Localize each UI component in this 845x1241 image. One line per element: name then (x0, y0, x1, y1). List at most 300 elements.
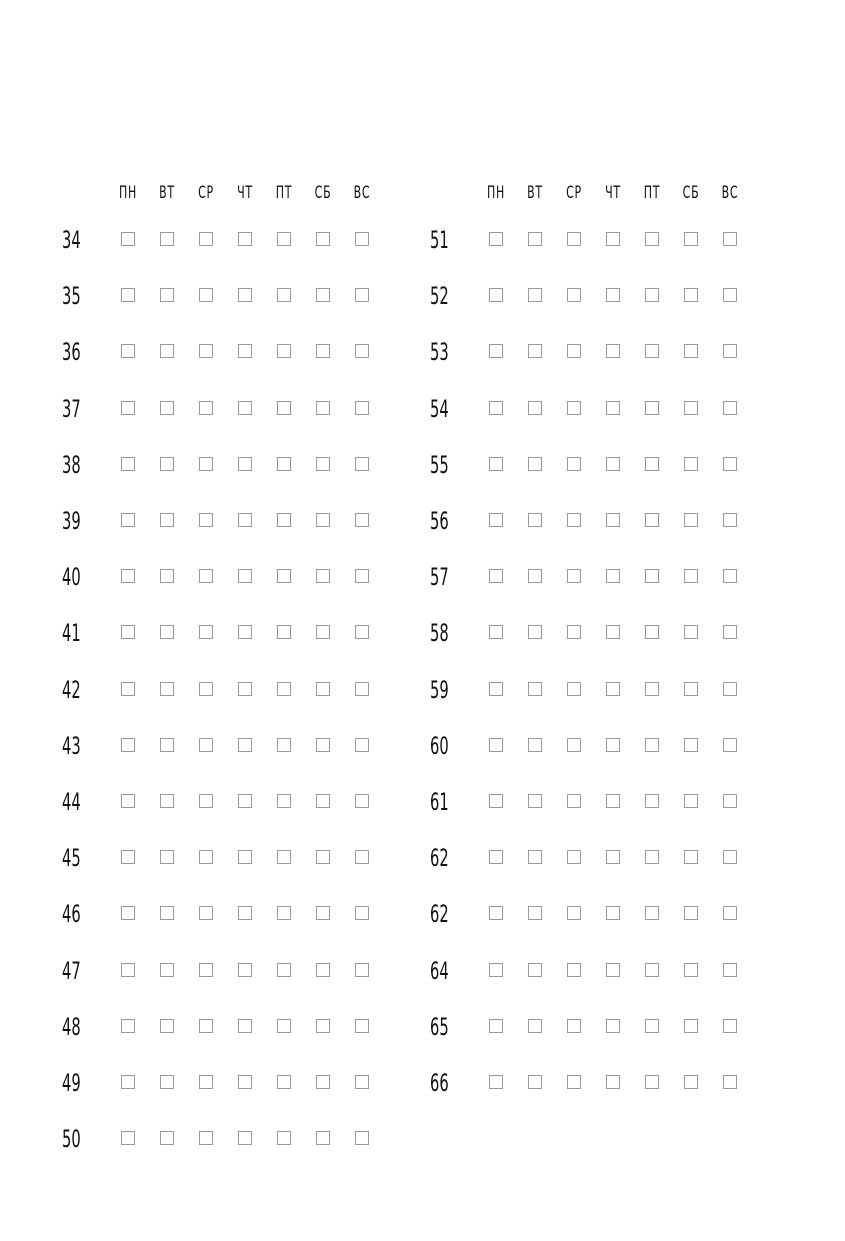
day-label: ПН (118, 183, 137, 203)
day-checkbox[interactable] (355, 1075, 369, 1089)
day-checkbox[interactable] (277, 288, 291, 302)
day-checkbox[interactable] (238, 288, 252, 302)
day-checkbox[interactable] (723, 850, 737, 864)
day-checkbox[interactable] (489, 794, 503, 808)
day-label: ЧТ (605, 183, 621, 203)
week-number: 61 (430, 788, 449, 816)
day-checkbox[interactable] (121, 963, 135, 977)
day-checkbox[interactable] (121, 288, 135, 302)
day-checkbox[interactable] (199, 794, 213, 808)
day-checkbox[interactable] (489, 569, 503, 583)
week-number: 59 (430, 675, 449, 704)
day-label: ПН (486, 183, 505, 203)
day-checkbox[interactable] (355, 625, 369, 639)
day-checkbox[interactable] (645, 963, 659, 977)
day-checkbox[interactable] (238, 963, 252, 977)
day-checkbox[interactable] (316, 344, 330, 358)
week-row (428, 838, 758, 878)
day-label: СБ (682, 183, 700, 203)
day-checkbox[interactable] (567, 963, 581, 977)
day-checkbox[interactable] (199, 906, 213, 920)
day-checkbox[interactable] (277, 794, 291, 808)
day-checkbox[interactable] (528, 738, 542, 752)
week-number: 45 (62, 844, 81, 873)
day-checkbox[interactable] (567, 906, 581, 920)
day-checkbox[interactable] (645, 1075, 659, 1089)
day-label: СБ (314, 183, 332, 203)
day-checkbox[interactable] (645, 850, 659, 864)
day-checkbox[interactable] (723, 1075, 737, 1089)
day-checkbox[interactable] (238, 906, 252, 920)
day-checkbox[interactable] (160, 232, 174, 246)
day-checkbox[interactable] (355, 1131, 369, 1145)
day-checkbox[interactable] (355, 288, 369, 302)
day-checkbox[interactable] (160, 344, 174, 358)
day-checkbox[interactable] (645, 682, 659, 696)
day-checkbox[interactable] (645, 794, 659, 808)
day-checkbox[interactable] (199, 344, 213, 358)
day-checkbox[interactable] (723, 513, 737, 527)
day-checkbox[interactable] (489, 906, 503, 920)
day-checkbox[interactable] (528, 1075, 542, 1089)
day-checkbox[interactable] (606, 513, 620, 527)
day-checkbox[interactable] (528, 906, 542, 920)
day-checkbox[interactable] (277, 344, 291, 358)
week-number: 37 (62, 394, 81, 423)
day-checkbox[interactable] (489, 738, 503, 752)
day-checkbox[interactable] (528, 457, 542, 471)
day-checkbox[interactable] (723, 963, 737, 977)
day-checkbox[interactable] (567, 232, 581, 246)
day-checkbox[interactable] (199, 1075, 213, 1089)
day-checkbox[interactable] (606, 344, 620, 358)
day-checkbox[interactable] (160, 625, 174, 639)
day-checkbox[interactable] (316, 513, 330, 527)
day-checkbox[interactable] (121, 850, 135, 864)
day-checkbox[interactable] (723, 906, 737, 920)
day-checkbox[interactable] (684, 288, 698, 302)
day-checkbox[interactable] (199, 232, 213, 246)
day-checkbox[interactable] (645, 569, 659, 583)
day-checkbox[interactable] (355, 850, 369, 864)
day-checkbox[interactable] (199, 963, 213, 977)
day-checkbox[interactable] (277, 457, 291, 471)
day-checkbox[interactable] (238, 682, 252, 696)
day-checkbox[interactable] (723, 682, 737, 696)
day-checkbox[interactable] (121, 1075, 135, 1089)
day-checkbox[interactable] (684, 401, 698, 415)
day-checkbox[interactable] (489, 963, 503, 977)
week-row (428, 726, 758, 766)
week-row (428, 557, 758, 597)
day-checkbox[interactable] (121, 682, 135, 696)
week-number: 57 (430, 563, 449, 592)
week-number: 34 (62, 226, 81, 254)
week-row (60, 557, 390, 597)
day-checkbox[interactable] (316, 569, 330, 583)
day-checkbox[interactable] (238, 794, 252, 808)
day-checkbox[interactable] (238, 850, 252, 864)
day-checkbox[interactable] (277, 1075, 291, 1089)
day-checkbox[interactable] (160, 401, 174, 415)
day-checkbox[interactable] (355, 513, 369, 527)
day-checkbox[interactable] (528, 794, 542, 808)
day-checkbox[interactable] (489, 625, 503, 639)
day-checkbox[interactable] (277, 401, 291, 415)
day-checkbox[interactable] (199, 738, 213, 752)
day-checkbox[interactable] (355, 401, 369, 415)
day-checkbox[interactable] (277, 569, 291, 583)
day-label: ВС (721, 183, 739, 203)
day-label: ЧТ (237, 183, 253, 203)
day-checkbox[interactable] (316, 906, 330, 920)
day-checkbox[interactable] (723, 625, 737, 639)
day-checkbox[interactable] (645, 457, 659, 471)
day-checkbox[interactable] (645, 625, 659, 639)
day-checkbox[interactable] (199, 682, 213, 696)
day-checkbox[interactable] (645, 1019, 659, 1033)
day-checkbox[interactable] (684, 963, 698, 977)
day-checkbox[interactable] (238, 513, 252, 527)
day-label: ПТ (643, 183, 661, 203)
day-checkbox[interactable] (316, 457, 330, 471)
day-checkbox[interactable] (684, 738, 698, 752)
day-checkbox[interactable] (238, 1019, 252, 1033)
day-checkbox[interactable] (528, 344, 542, 358)
week-number: 38 (62, 450, 81, 479)
day-checkbox[interactable] (160, 1019, 174, 1033)
week-row (428, 1063, 758, 1103)
week-number: 64 (430, 956, 449, 985)
day-checkbox[interactable] (355, 906, 369, 920)
day-checkbox[interactable] (645, 344, 659, 358)
day-checkbox[interactable] (355, 738, 369, 752)
day-checkbox[interactable] (489, 850, 503, 864)
week-row (60, 894, 390, 934)
day-checkbox[interactable] (238, 401, 252, 415)
day-checkbox[interactable] (567, 850, 581, 864)
day-checkbox[interactable] (567, 1019, 581, 1033)
week-number: 56 (430, 507, 449, 535)
day-checkbox[interactable] (121, 513, 135, 527)
week-number: 43 (62, 731, 81, 760)
week-number: 40 (62, 563, 81, 592)
day-checkbox[interactable] (489, 682, 503, 696)
day-checkbox[interactable] (528, 1019, 542, 1033)
day-checkbox[interactable] (121, 738, 135, 752)
day-checkbox[interactable] (684, 850, 698, 864)
day-checkbox[interactable] (723, 401, 737, 415)
day-checkbox[interactable] (489, 288, 503, 302)
day-checkbox[interactable] (645, 232, 659, 246)
day-checkbox[interactable] (238, 738, 252, 752)
week-number: 62 (430, 844, 449, 873)
day-checkbox[interactable] (160, 569, 174, 583)
day-checkbox[interactable] (160, 738, 174, 752)
day-checkbox[interactable] (355, 457, 369, 471)
day-checkbox[interactable] (355, 963, 369, 977)
day-checkbox[interactable] (684, 1019, 698, 1033)
day-checkbox[interactable] (316, 1075, 330, 1089)
day-checkbox[interactable] (160, 513, 174, 527)
week-number: 51 (430, 226, 449, 254)
day-checkbox[interactable] (121, 401, 135, 415)
day-checkbox[interactable] (567, 569, 581, 583)
day-checkbox[interactable] (199, 288, 213, 302)
day-checkbox[interactable] (723, 232, 737, 246)
day-checkbox[interactable] (199, 1019, 213, 1033)
day-checkbox[interactable] (316, 738, 330, 752)
week-row (60, 445, 390, 485)
day-checkbox[interactable] (489, 401, 503, 415)
day-checkbox[interactable] (160, 1131, 174, 1145)
day-label: СР (566, 183, 582, 203)
week-number: 41 (62, 619, 81, 648)
day-checkbox[interactable] (606, 906, 620, 920)
week-row (60, 951, 390, 991)
day-checkbox[interactable] (645, 401, 659, 415)
day-checkbox[interactable] (489, 513, 503, 527)
day-checkbox[interactable] (489, 344, 503, 358)
day-checkbox[interactable] (277, 232, 291, 246)
day-checkbox[interactable] (528, 569, 542, 583)
day-checkbox[interactable] (199, 457, 213, 471)
day-checkbox[interactable] (121, 794, 135, 808)
day-checkbox[interactable] (723, 1019, 737, 1033)
week-row (428, 613, 758, 653)
day-checkbox[interactable] (606, 1019, 620, 1033)
week-row (60, 389, 390, 429)
day-checkbox[interactable] (316, 794, 330, 808)
day-checkbox[interactable] (355, 569, 369, 583)
day-checkbox[interactable] (121, 906, 135, 920)
day-checkbox[interactable] (528, 682, 542, 696)
day-checkbox[interactable] (606, 288, 620, 302)
week-row (60, 1063, 390, 1103)
day-checkbox[interactable] (606, 850, 620, 864)
day-checkbox[interactable] (199, 850, 213, 864)
day-checkbox[interactable] (528, 963, 542, 977)
day-checkbox[interactable] (199, 1131, 213, 1145)
day-checkbox[interactable] (121, 569, 135, 583)
day-checkbox[interactable] (528, 513, 542, 527)
day-checkbox[interactable] (684, 794, 698, 808)
day-label: СР (198, 183, 214, 203)
day-checkbox[interactable] (489, 1019, 503, 1033)
day-checkbox[interactable] (567, 682, 581, 696)
day-checkbox[interactable] (277, 738, 291, 752)
day-checkbox[interactable] (238, 569, 252, 583)
day-checkbox[interactable] (645, 288, 659, 302)
day-checkbox[interactable] (160, 850, 174, 864)
week-number: 44 (62, 788, 81, 816)
day-checkbox[interactable] (121, 344, 135, 358)
day-checkbox[interactable] (199, 401, 213, 415)
week-number: 35 (62, 282, 81, 311)
day-checkbox[interactable] (528, 401, 542, 415)
day-checkbox[interactable] (645, 906, 659, 920)
week-number: 42 (62, 675, 81, 704)
week-number: 65 (430, 1012, 449, 1041)
week-row (428, 1007, 758, 1047)
day-checkbox[interactable] (684, 232, 698, 246)
week-number: 46 (62, 900, 81, 929)
day-checkbox[interactable] (645, 738, 659, 752)
day-checkbox[interactable] (316, 1131, 330, 1145)
week-row (60, 276, 390, 316)
week-number: 39 (62, 507, 81, 535)
day-checkbox[interactable] (316, 963, 330, 977)
day-checkbox[interactable] (121, 232, 135, 246)
week-number: 52 (430, 282, 449, 311)
day-checkbox[interactable] (567, 288, 581, 302)
day-checkbox[interactable] (199, 513, 213, 527)
day-checkbox[interactable] (238, 625, 252, 639)
day-checkbox[interactable] (606, 401, 620, 415)
week-number: 62 (430, 900, 449, 929)
day-label: ВТ (527, 183, 543, 203)
day-checkbox[interactable] (567, 1075, 581, 1089)
day-checkbox[interactable] (238, 232, 252, 246)
week-row (60, 220, 390, 260)
week-row (428, 332, 758, 372)
day-checkbox[interactable] (528, 288, 542, 302)
day-checkbox[interactable] (645, 513, 659, 527)
day-checkbox[interactable] (160, 794, 174, 808)
day-checkbox[interactable] (684, 1075, 698, 1089)
day-checkbox[interactable] (160, 963, 174, 977)
week-row (60, 670, 390, 710)
week-row (428, 220, 758, 260)
week-row (60, 782, 390, 822)
day-checkbox[interactable] (199, 569, 213, 583)
day-checkbox[interactable] (316, 401, 330, 415)
week-row (428, 782, 758, 822)
day-checkbox[interactable] (528, 232, 542, 246)
day-checkbox[interactable] (567, 625, 581, 639)
day-checkbox[interactable] (316, 682, 330, 696)
day-checkbox[interactable] (723, 344, 737, 358)
week-row (428, 951, 758, 991)
day-checkbox[interactable] (567, 344, 581, 358)
day-checkbox[interactable] (567, 794, 581, 808)
day-label: ПТ (275, 183, 293, 203)
week-row (60, 613, 390, 653)
day-checkbox[interactable] (684, 513, 698, 527)
day-checkbox[interactable] (121, 457, 135, 471)
day-checkbox[interactable] (684, 625, 698, 639)
day-checkbox[interactable] (606, 232, 620, 246)
day-checkbox[interactable] (606, 457, 620, 471)
day-checkbox[interactable] (723, 288, 737, 302)
day-checkbox[interactable] (277, 513, 291, 527)
day-checkbox[interactable] (277, 625, 291, 639)
day-checkbox[interactable] (277, 963, 291, 977)
day-checkbox[interactable] (489, 1075, 503, 1089)
day-label: ВТ (159, 183, 175, 203)
week-row (60, 726, 390, 766)
day-checkbox[interactable] (528, 625, 542, 639)
day-checkbox[interactable] (567, 401, 581, 415)
day-checkbox[interactable] (684, 569, 698, 583)
week-number: 58 (430, 619, 449, 648)
day-checkbox[interactable] (723, 569, 737, 583)
day-checkbox[interactable] (723, 457, 737, 471)
week-number: 66 (430, 1069, 449, 1097)
day-checkbox[interactable] (606, 794, 620, 808)
day-checkbox[interactable] (238, 457, 252, 471)
day-checkbox[interactable] (121, 1131, 135, 1145)
day-checkbox[interactable] (723, 794, 737, 808)
day-checkbox[interactable] (160, 682, 174, 696)
day-checkbox[interactable] (606, 1075, 620, 1089)
day-checkbox[interactable] (606, 682, 620, 696)
day-checkbox[interactable] (567, 457, 581, 471)
day-checkbox[interactable] (277, 1019, 291, 1033)
week-row (428, 389, 758, 429)
day-checkbox[interactable] (528, 850, 542, 864)
day-checkbox[interactable] (238, 1075, 252, 1089)
day-checkbox[interactable] (489, 232, 503, 246)
day-checkbox[interactable] (606, 963, 620, 977)
week-row (428, 670, 758, 710)
day-checkbox[interactable] (199, 625, 213, 639)
day-checkbox[interactable] (355, 232, 369, 246)
week-row (60, 332, 390, 372)
day-checkbox[interactable] (160, 1075, 174, 1089)
day-checkbox[interactable] (238, 1131, 252, 1145)
day-checkbox[interactable] (567, 513, 581, 527)
day-checkbox[interactable] (684, 682, 698, 696)
day-checkbox[interactable] (606, 569, 620, 583)
day-checkbox[interactable] (160, 457, 174, 471)
day-checkbox[interactable] (277, 850, 291, 864)
day-checkbox[interactable] (606, 625, 620, 639)
day-checkbox[interactable] (121, 625, 135, 639)
day-checkbox[interactable] (355, 1019, 369, 1033)
day-label: ВС (353, 183, 371, 203)
day-checkbox[interactable] (160, 288, 174, 302)
day-checkbox[interactable] (355, 794, 369, 808)
day-checkbox[interactable] (316, 288, 330, 302)
day-checkbox[interactable] (606, 738, 620, 752)
week-row (428, 445, 758, 485)
day-checkbox[interactable] (567, 738, 581, 752)
day-checkbox[interactable] (316, 850, 330, 864)
week-number: 54 (430, 394, 449, 423)
day-checkbox[interactable] (277, 906, 291, 920)
day-checkbox[interactable] (684, 906, 698, 920)
day-checkbox[interactable] (489, 457, 503, 471)
day-checkbox[interactable] (316, 232, 330, 246)
day-checkbox[interactable] (355, 682, 369, 696)
day-checkbox[interactable] (684, 344, 698, 358)
day-checkbox[interactable] (684, 457, 698, 471)
day-checkbox[interactable] (277, 682, 291, 696)
day-checkbox[interactable] (723, 738, 737, 752)
day-checkbox[interactable] (355, 344, 369, 358)
week-row (428, 894, 758, 934)
day-checkbox[interactable] (121, 1019, 135, 1033)
day-checkbox[interactable] (316, 1019, 330, 1033)
week-number: 48 (62, 1012, 81, 1041)
day-checkbox[interactable] (277, 1131, 291, 1145)
week-number: 55 (430, 450, 449, 479)
day-checkbox[interactable] (238, 344, 252, 358)
day-checkbox[interactable] (316, 625, 330, 639)
week-row (428, 276, 758, 316)
day-checkbox[interactable] (160, 906, 174, 920)
